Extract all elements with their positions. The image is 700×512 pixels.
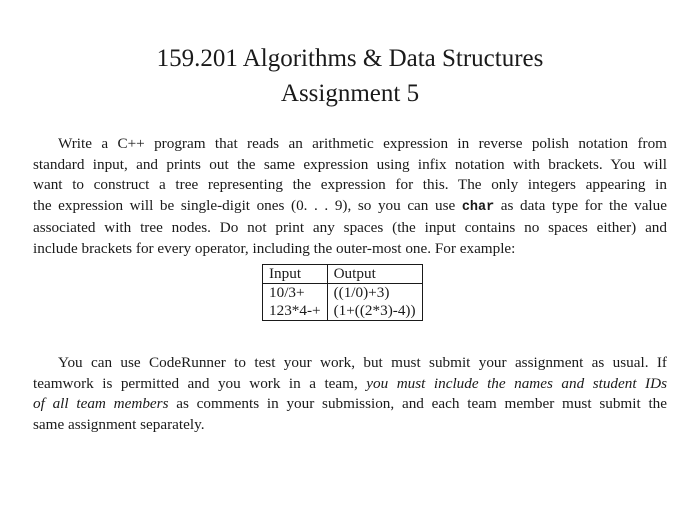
example-table [262, 264, 423, 321]
table-header-output: Output [327, 265, 422, 284]
paragraph-line [33, 394, 667, 415]
table-row [263, 284, 423, 303]
table-header-input: Input [263, 265, 328, 284]
assignment-description-paragraph [33, 134, 667, 259]
emphasized-text: you must include the names and student IDs [366, 374, 667, 392]
paragraph-line: same assignment separately. [33, 415, 205, 433]
document-subtitle: Assignment 5 [280, 80, 420, 107]
table-cell-input: 10/3+ [263, 284, 328, 303]
table-header-row [263, 265, 423, 284]
table-cell-output: ((1/0)+3) [327, 284, 422, 303]
paragraph-line: associated with tree nodes. Do not print any spaces (the input contains no spaces either) and [33, 219, 667, 236]
paragraph-text: as comments in your submission, and each team member must submit the [168, 395, 667, 412]
submission-instructions-paragraph [33, 353, 667, 435]
table-cell-output: (1+((2*3)-4)) [327, 302, 422, 321]
paragraph-line: standard input, and prints out the same expression using infix notation with brackets. You will [33, 155, 667, 173]
paragraph-line: want to construct a tree representing the expression for this. The only integers appearing in [33, 176, 667, 193]
table-cell-input: 123*4-+ [263, 302, 328, 321]
paragraph-line: Write a C++ program that reads an arithmetic expression in reverse polish notation from [58, 135, 667, 152]
paragraph-text: the expression will be single-digit ones (0. . . 9), so you can use [33, 196, 462, 214]
document-title: 159.201 Algorithms & Data Structures [156, 45, 544, 72]
paragraph-text: teamwork is permitted and you work in a team, [33, 374, 367, 392]
paragraph-line: You can use CodeRunner to test your work, but must submit your assignment as usual. If [58, 354, 667, 371]
paragraph-line: include brackets for every operator, including the outer-most one. For example: [33, 239, 516, 257]
code-keyword: char [461, 199, 495, 215]
paragraph-line [33, 196, 667, 219]
paragraph-line [33, 374, 667, 395]
emphasized-text: of all team members [33, 395, 169, 412]
paragraph-text: as data type for the value [494, 196, 667, 214]
table-row [263, 302, 423, 321]
